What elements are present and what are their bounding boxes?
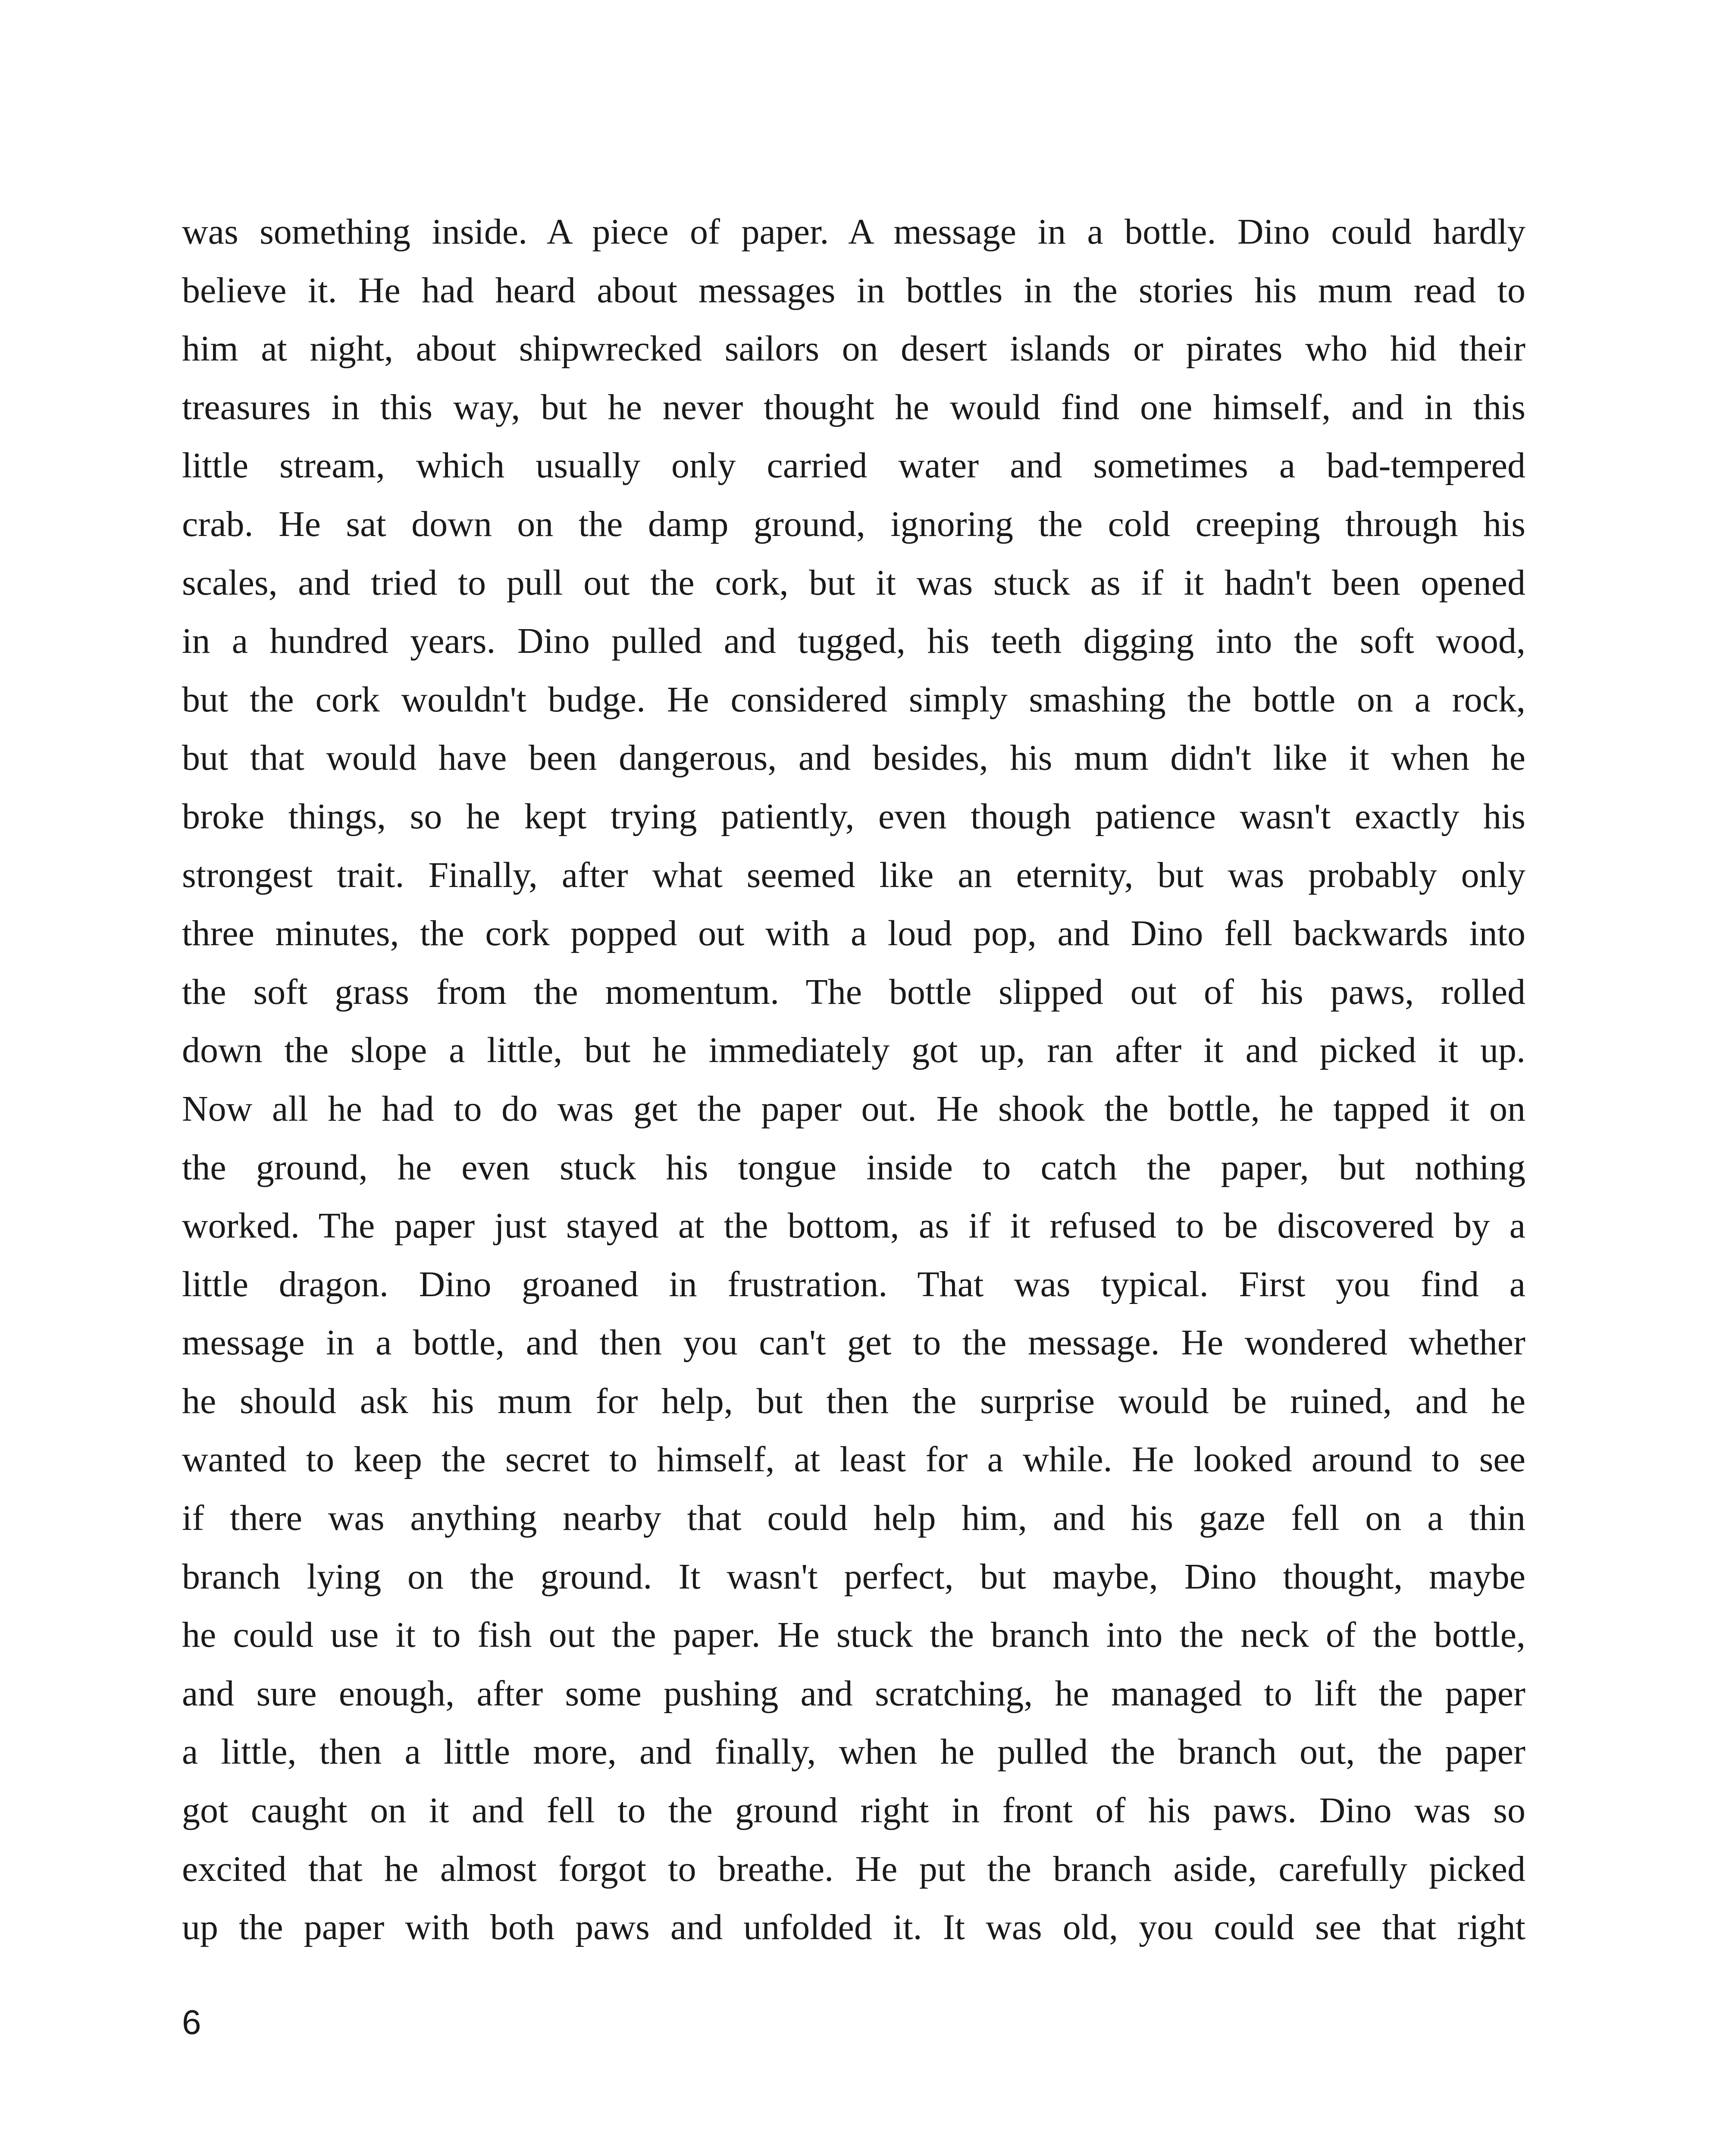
text-line: worked. The paper just stayed at the bottom, as if it refused to be discovered by a bbox=[182, 1206, 1525, 1246]
text-line: treasures in this way, but he never thought he would find one himself, and in this bbox=[182, 387, 1525, 427]
text-line: wanted to keep the secret to himself, at least for a while. He looked around to see bbox=[182, 1439, 1525, 1480]
text-line: but that would have been dangerous, and besides, his mum didn't like it when he bbox=[182, 738, 1525, 778]
text-line: message in a bottle, and then you can't get to the message. He wondered whether bbox=[182, 1322, 1525, 1363]
text-line: excited that he almost forgot to breathe. He put the branch aside, carefully picked bbox=[182, 1849, 1525, 1889]
text-line: scales, and tried to pull out the cork, but it was stuck as if it hadn't been opened bbox=[182, 562, 1525, 603]
page-number: 6 bbox=[182, 2003, 201, 2041]
text-line: a little, then a little more, and finally, when he pulled the branch out, the paper bbox=[182, 1732, 1525, 1772]
body-text bbox=[182, 203, 1525, 1957]
text-line: little stream, which usually only carried water and sometimes a bad-tempered bbox=[182, 445, 1525, 486]
text-line: branch lying on the ground. It wasn't perfect, but maybe, Dino thought, maybe bbox=[182, 1556, 1525, 1597]
text-line: Now all he had to do was get the paper out. He shook the bottle, he tapped it on bbox=[182, 1088, 1525, 1129]
text-line: and sure enough, after some pushing and scratching, he managed to lift the paper bbox=[182, 1673, 1525, 1714]
text-line: the soft grass from the momentum. The bottle slipped out of his paws, rolled bbox=[182, 971, 1525, 1012]
text-line: the ground, he even stuck his tongue inside to catch the paper, but nothing bbox=[182, 1147, 1525, 1188]
text-line: little dragon. Dino groaned in frustration. That was typical. First you find a bbox=[182, 1264, 1525, 1304]
text-line: him at night, about shipwrecked sailors on desert islands or pirates who hid their bbox=[182, 329, 1525, 369]
text-line: got caught on it and fell to the ground right in front of his paws. Dino was so bbox=[182, 1790, 1525, 1831]
text-line: but the cork wouldn't budge. He considered simply smashing the bottle on a rock, bbox=[182, 679, 1525, 720]
text-line: if there was anything nearby that could help him, and his gaze fell on a thin bbox=[182, 1498, 1525, 1539]
text-line: strongest trait. Finally, after what seemed like an eternity, but was probably only bbox=[182, 855, 1525, 895]
text-line: up the paper with both paws and unfolded it. It was old, you could see that right bbox=[182, 1907, 1525, 1948]
text-line: believe it. He had heard about messages in bottles in the stories his mum read to bbox=[182, 270, 1525, 310]
text-line: down the slope a little, but he immediately got up, ran after it and picked it up. bbox=[182, 1030, 1525, 1071]
text-line: three minutes, the cork popped out with a loud pop, and Dino fell backwards into bbox=[182, 913, 1525, 954]
text-line: broke things, so he kept trying patiently, even though patience wasn't exactly his bbox=[182, 796, 1525, 837]
text-line: crab. He sat down on the damp ground, ignoring the cold creeping through his bbox=[182, 504, 1525, 544]
text-line: in a hundred years. Dino pulled and tugged, his teeth digging into the soft wood, bbox=[182, 621, 1525, 661]
text-line: he should ask his mum for help, but then the surprise would be ruined, and he bbox=[182, 1381, 1525, 1421]
text-line: was something inside. A piece of paper. A message in a bottle. Dino could hardly bbox=[182, 212, 1525, 252]
text-line: he could use it to fish out the paper. He stuck the branch into the neck of the bottle, bbox=[182, 1615, 1525, 1655]
